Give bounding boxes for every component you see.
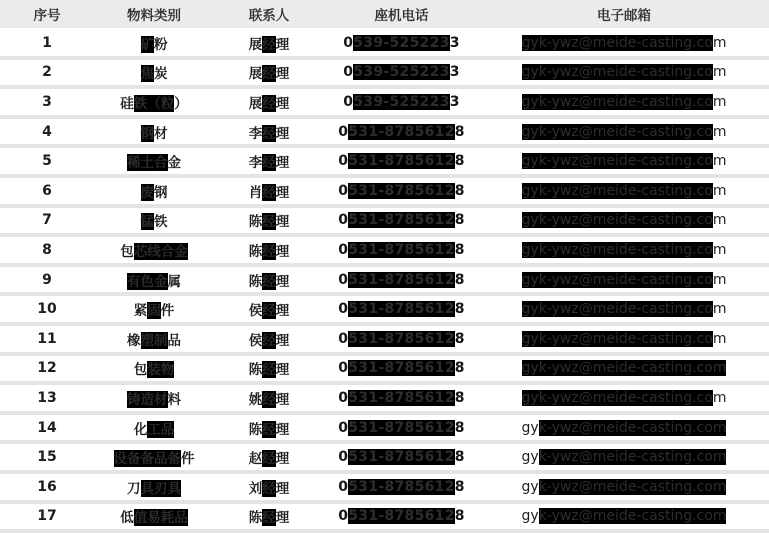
visible-text: 李 [248,155,263,172]
visible-text: 0 [338,271,349,288]
cell-phone [324,449,479,465]
visible-text: 3 [449,34,460,51]
redacted-text: gyk-ywz@meide-casting.co [521,182,713,199]
redacted-text: 531-8785612 [348,449,455,466]
redacted-text: 矿 [140,36,154,53]
cell-phone [324,212,479,228]
visible-text: m [712,241,727,258]
visible-text: 理 [275,125,290,142]
table-row [0,415,769,445]
cell-email [479,272,769,288]
visible-text: 展 [248,36,263,53]
redacted-text: gyk-ywz@meide-casting.co [521,153,713,170]
visible-text: m [712,153,727,170]
redacted-text: 铸造材 [127,391,168,408]
cell-category [94,181,214,201]
redacted-text: 有色金 [127,273,168,290]
visible-text: 理 [275,451,290,468]
cell-serial: 9 [42,271,52,288]
visible-text: 炭 [154,66,168,83]
redacted-text: 焦 [140,66,154,83]
cell-category [94,92,214,112]
cell-serial: 10 [37,301,57,318]
cell-contact [214,210,324,230]
redacted-text: 531-8785612 [348,508,455,525]
visible-text: 品 [167,332,181,349]
visible-text: 8 [454,212,465,229]
cell-email [479,331,769,347]
visible-text: 刀 [127,480,141,497]
redacted-text: 芯线合金 [133,243,188,260]
visible-text: 0 [343,93,354,110]
cell-phone [324,153,479,169]
cell-contact [214,33,324,53]
redacted-text: gyk-ywz@meide-casting.co [521,93,713,110]
table-row [0,89,769,119]
visible-text: 理 [275,391,290,408]
cell-email [479,153,769,169]
cell-serial: 4 [42,123,52,140]
cell-phone [324,390,479,406]
cell-email [479,94,769,110]
redacted-text: 经 [262,391,276,408]
visible-text: 理 [275,303,290,320]
cell-contact [214,447,324,467]
cell-serial: 8 [42,241,52,258]
redacted-text: 经 [262,125,276,142]
visible-text: m [712,93,727,110]
cell-phone [324,35,479,51]
visible-text: 化 [133,421,148,438]
visible-text: 属 [167,273,181,290]
visible-text: 理 [275,480,290,497]
visible-text: 李 [248,125,263,142]
cell-serial: 1 [42,34,52,51]
redacted-text: 经 [262,243,276,260]
cell-category [94,210,214,230]
redacted-text: 531-8785612 [348,301,455,318]
visible-text: 理 [275,36,290,53]
redacted-text: 经 [262,332,276,349]
cell-contact [214,329,324,349]
cell-email [479,64,769,80]
cell-contact [214,270,324,290]
redacted-text: 经 [262,155,276,172]
visible-text: 陈 [248,273,263,290]
cell-serial: 3 [42,93,52,110]
cell-serial: 5 [42,153,52,170]
visible-text: m [712,330,727,347]
visible-text: 钢 [154,184,168,201]
table-header [0,0,769,28]
redacted-text: 钢 [140,125,154,142]
cell-category [94,388,214,408]
cell-serial: 15 [37,449,57,466]
column-header-phone: 座机电话 [374,8,429,24]
visible-text: 包 [120,243,134,260]
cell-phone [324,272,479,288]
table-row [0,30,769,60]
table-row [0,267,769,297]
redacted-text: 废 [140,184,154,201]
cell-category [94,477,214,497]
visible-text: 展 [248,95,263,112]
visible-text: 侯 [248,303,263,320]
visible-text: 件 [181,451,195,468]
cell-category [94,358,214,378]
redacted-text: 装物 [147,362,175,379]
redacted-text: gyk-ywz@meide-casting.co [521,64,713,81]
visible-text: 3 [449,93,460,110]
redacted-text: k-ywz@meide-casting.com [538,449,727,466]
cell-email [479,301,769,317]
redacted-text: 531-8785612 [348,182,455,199]
visible-text: 理 [275,95,290,112]
visible-text: 0 [338,212,349,229]
cell-category [94,33,214,53]
redacted-text: 经 [262,303,276,320]
visible-text: 理 [275,421,290,438]
redacted-text: gyk-ywz@meide-casting.co [521,34,713,51]
cell-phone [324,479,479,495]
visible-text: 0 [338,419,349,436]
table-row [0,444,769,474]
redacted-text: 531-8785612 [348,330,455,347]
table-row [0,237,769,267]
redacted-text: 设备备品备 [113,451,181,468]
table-body [0,30,769,533]
visible-text: m [712,271,727,288]
cell-phone [324,242,479,258]
cell-phone [324,301,479,317]
visible-text: 理 [275,332,290,349]
table-row [0,356,769,386]
visible-text: 8 [454,360,465,377]
visible-text: 8 [454,241,465,258]
redacted-text: 经 [262,66,276,83]
cell-email [479,183,769,199]
visible-text: gy [521,419,539,436]
visible-text: 硅 [120,95,134,112]
redacted-text: gyk-ywz@meide-casting.co [521,330,713,347]
column-header-contact: 联系人 [248,8,290,24]
visible-text: 陈 [248,243,263,260]
visible-text: 8 [454,330,465,347]
visible-text: 8 [454,389,465,406]
visible-text: 展 [248,66,263,83]
cell-contact [214,62,324,82]
redacted-text: k-ywz@meide-casting.com [538,419,727,436]
visible-text: 0 [338,123,349,140]
cell-serial: 11 [37,330,57,347]
visible-text: 3 [449,64,460,81]
visible-text: m [712,301,727,318]
visible-text: 陈 [248,421,263,438]
redacted-text: gyk-ywz@meide-casting.co [521,301,713,318]
visible-text: 0 [338,153,349,170]
visible-text: 理 [275,214,290,231]
cell-email [479,212,769,228]
cell-serial: 17 [37,508,57,525]
table-row [0,148,769,178]
visible-text: 包 [133,362,148,379]
cell-email [479,479,769,495]
visible-text: 紧 [133,303,148,320]
cell-contact [214,506,324,526]
cell-email [479,420,769,436]
visible-text: m [712,182,727,199]
cell-phone [324,331,479,347]
visible-text: 理 [275,273,290,290]
cell-serial: 2 [42,64,52,81]
visible-text: 陈 [248,510,263,527]
cell-email [479,449,769,465]
visible-text: m [712,389,727,406]
visible-text: 姚 [248,391,263,408]
cell-serial: 14 [37,419,57,436]
visible-text: 陈 [248,362,263,379]
visible-text: 理 [275,362,290,379]
visible-text: 铁 [154,214,168,231]
cell-contact [214,388,324,408]
visible-text: 理 [275,155,290,172]
redacted-text: k-ywz@meide-casting.com [538,508,727,525]
cell-phone [324,124,479,140]
redacted-text: 经 [262,184,276,201]
visible-text: 金 [167,155,181,172]
visible-text: 材 [154,125,168,142]
cell-serial: 6 [42,182,52,199]
redacted-text: 铁（粒 [133,95,175,112]
redacted-text: 531-8785612 [348,360,455,377]
redacted-text: 531-8785612 [348,241,455,258]
redacted-text: 具刃具 [140,480,181,497]
visible-text: ） [174,95,188,112]
cell-contact [214,299,324,319]
cell-contact [214,92,324,112]
table-row [0,474,769,504]
cell-category [94,447,214,467]
redacted-text: k-ywz@meide-casting.com [538,478,727,495]
visible-text: 8 [454,419,465,436]
redacted-text: 经 [262,362,276,379]
redacted-text: 531-8785612 [348,153,455,170]
redacted-text: gyk-ywz@meide-casting.co [521,271,713,288]
cell-category [94,270,214,290]
visible-text: 0 [338,389,349,406]
visible-text: 肖 [248,184,263,201]
redacted-text: 固 [147,303,161,320]
redacted-text: 经 [262,95,276,112]
cell-email [479,242,769,258]
redacted-text: gyk-ywz@meide-casting.com [521,360,727,377]
visible-text: 理 [275,66,290,83]
visible-text: 橡 [127,332,141,349]
redacted-text: 经 [262,480,276,497]
redacted-text: 经 [262,451,276,468]
cell-serial: 12 [37,360,57,377]
visible-text: 8 [454,508,465,525]
cell-category [94,122,214,142]
cell-serial: 13 [37,389,57,406]
cell-phone [324,94,479,110]
visible-text: 8 [454,478,465,495]
visible-text: gy [521,478,539,495]
cell-category [94,151,214,171]
cell-contact [214,418,324,438]
cell-email [479,35,769,51]
cell-contact [214,151,324,171]
redacted-text: 539-525223 [353,64,450,81]
redacted-text: 值易耗品 [133,510,188,527]
visible-text: 8 [454,153,465,170]
visible-text: 8 [454,182,465,199]
visible-text: 0 [343,64,354,81]
visible-text: 0 [338,449,349,466]
visible-text: gy [521,449,539,466]
cell-contact [214,477,324,497]
table-row [0,385,769,415]
visible-text: 0 [343,34,354,51]
column-header-email: 电子邮箱 [597,8,651,24]
column-header-serial: 序号 [33,8,61,24]
cell-phone [324,360,479,376]
cell-email [479,390,769,406]
visible-text: 8 [454,123,465,140]
redacted-text: 锰 [140,214,154,231]
cell-email [479,124,769,140]
visible-text: 刘 [248,480,263,497]
redacted-text: 531-8785612 [348,419,455,436]
visible-text: 8 [454,301,465,318]
cell-contact [214,122,324,142]
cell-phone [324,64,479,80]
redacted-text: 经 [262,214,276,231]
table-row [0,119,769,149]
cell-serial: 7 [42,212,52,229]
cell-phone [324,183,479,199]
cell-category [94,329,214,349]
visible-text: 8 [454,449,465,466]
visible-text: 料 [167,391,181,408]
cell-email [479,508,769,524]
redacted-text: 531-8785612 [348,271,455,288]
cell-category [94,299,214,319]
visible-text: 0 [338,330,349,347]
visible-text: 0 [338,360,349,377]
cell-category [94,240,214,260]
visible-text: 低 [120,510,134,527]
visible-text: 0 [338,241,349,258]
redacted-text: 经 [262,421,276,438]
cell-contact [214,240,324,260]
redacted-text: 塑制 [140,332,168,349]
cell-contact [214,181,324,201]
visible-text: 理 [275,184,290,201]
cell-phone [324,508,479,524]
visible-text: m [712,123,727,140]
redacted-text: gyk-ywz@meide-casting.co [521,123,713,140]
visible-text: 0 [338,478,349,495]
cell-phone [324,420,479,436]
table-row [0,296,769,326]
table-row [0,60,769,90]
visible-text: m [712,34,727,51]
redacted-text: 经 [262,273,276,290]
table-row [0,326,769,356]
cell-category [94,418,214,438]
redacted-text: gyk-ywz@meide-casting.co [521,389,713,406]
visible-text: 0 [338,508,349,525]
redacted-text: 531-8785612 [348,478,455,495]
cell-contact [214,358,324,378]
cell-category [94,62,214,82]
redacted-text: 539-525223 [353,93,450,110]
visible-text: 0 [338,301,349,318]
visible-text: 侯 [248,332,263,349]
redacted-text: 531-8785612 [348,123,455,140]
cell-category [94,506,214,526]
visible-text: 粉 [154,36,168,53]
column-header-category: 物料类别 [127,8,181,24]
redacted-text: 稀土合 [127,155,168,172]
visible-text: gy [521,508,539,525]
visible-text: 0 [338,182,349,199]
redacted-text: 531-8785612 [348,389,455,406]
visible-text: m [712,64,727,81]
visible-text: 理 [275,243,290,260]
cell-serial: 16 [37,478,57,495]
redacted-text: gyk-ywz@meide-casting.co [521,212,713,229]
visible-text: 件 [160,303,175,320]
table-row [0,208,769,238]
redacted-text: 经 [262,510,276,527]
cell-email [479,360,769,376]
visible-text: 陈 [248,214,263,231]
redacted-text: 539-525223 [353,34,450,51]
visible-text: 理 [275,510,290,527]
redacted-text: 531-8785612 [348,212,455,229]
redacted-text: gyk-ywz@meide-casting.co [521,241,713,258]
redacted-text: 工品 [147,421,175,438]
table-row [0,504,769,534]
visible-text: m [712,212,727,229]
visible-text: 赵 [248,451,263,468]
table-row [0,178,769,208]
visible-text: 8 [454,271,465,288]
redacted-text: 经 [262,36,276,53]
